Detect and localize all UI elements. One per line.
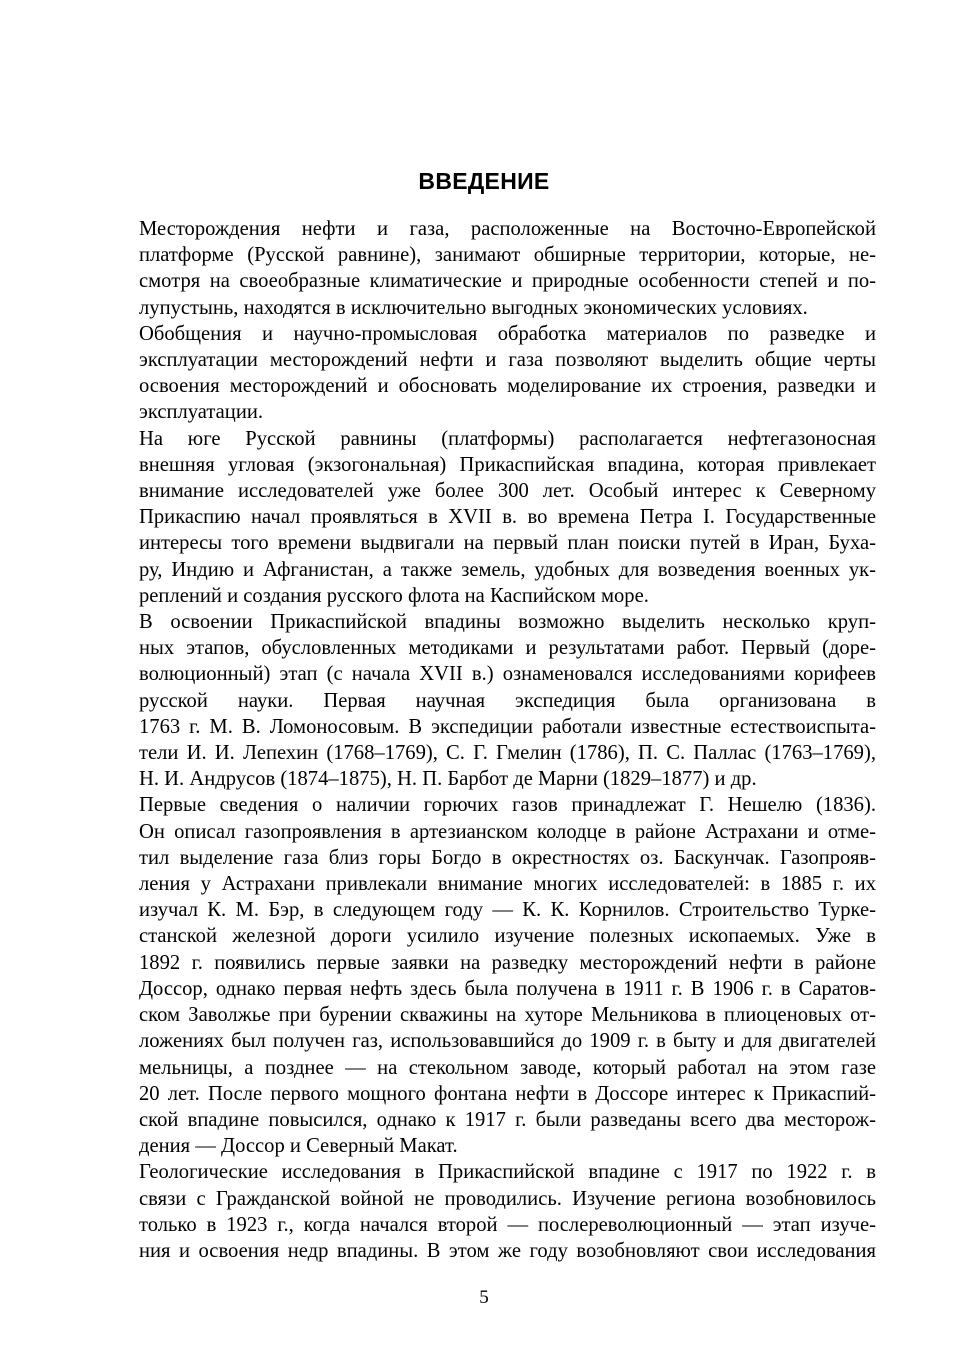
text-line: ных этапов, обусловленных методиками и результатами работ. Первый (доре- (139, 637, 876, 660)
text-line: На юге Русской равнины (платформы) располагается нефтегазоносная (139, 427, 876, 450)
paragraph (92, 1159, 876, 1264)
paragraph (92, 426, 876, 609)
text-line: станской железной дороги усилило изучение полезных ископаемых. Уже в (139, 925, 876, 948)
text-line: тели И. И. Лепехин (1768–1769), С. Г. Гмелин (1786), П. С. Паллас (1763–1769), (139, 742, 876, 765)
text-line: Обобщения и научно-промысловая обработка материалов по разведке и (139, 322, 876, 345)
text-line: внешняя угловая (экзогональная) Прикаспийская впадина, которая привлекает (139, 453, 876, 476)
text-line: освоения месторождений и обосновать моделирование их строения, разведки и (139, 375, 876, 398)
text-line: Месторождения нефти и газа, расположенные на Восточно-Европейской (139, 218, 876, 240)
text-line: Прикаспию начал проявляться в XVII в. во времена Петра I. Государственные (139, 506, 876, 529)
text-line: русской науки. Первая научная экспедиция была организована в (139, 689, 876, 712)
text-line: лупустынь, находятся в исключительно выгодных экономических условиях. (139, 296, 808, 319)
text-line: платформе (Русской равнине), занимают обширные территории, которые, не- (139, 244, 876, 267)
text-line: тил выделение газа близ горы Богдо в окрестностях оз. Баскунчак. Газопрояв- (139, 846, 876, 869)
text-line: смотря на своеобразные климатические и природные особенности степей и по- (139, 270, 876, 293)
text-line: интересы того времени выдвигали на первый план поиски путей в Иран, Буха- (139, 532, 876, 555)
text-line: ления у Астрахани привлекали внимание многих исследователей: в 1885 г. их (139, 873, 876, 896)
paragraph (92, 609, 876, 792)
text-line: изучал К. М. Бэр, в следующем году — К. К. Корнилов. Строительство Турке- (139, 899, 876, 922)
text-line: ру, Индию и Афганистан, а также земель, удобных для возведения военных ук- (139, 558, 876, 581)
paragraph (92, 321, 876, 426)
text-line: 1892 г. появились первые заявки на разведку месторождений нефти в районе (139, 951, 876, 974)
text-line: внимание исследователей уже более 300 лет. Особый интерес к Северному (139, 480, 876, 503)
text-line: связи с Гражданской войной не проводились. Изучение региона возобновилось (139, 1187, 876, 1210)
chapter-heading: ВВЕДЕНИЕ (418, 168, 550, 194)
text-line: 1763 г. М. В. Ломоносовым. В экспедиции работали известные естествоиспыта- (139, 715, 876, 738)
page-number: 5 (479, 1287, 489, 1308)
text-line: 20 лет. После первого мощного фонтана нефти в Доссоре интерес к Прикаспий- (139, 1082, 876, 1105)
text-line: эксплуатации месторождений нефти и газа позволяют выделить общие черты (139, 349, 876, 372)
text-line: Н. И. Андрусов (1874–1875), Н. П. Барбот де Марни (1829–1877) и др. (139, 768, 757, 791)
text-line: мельницы, а позднее — на стекольном заводе, который работал на этом газе (139, 1056, 876, 1079)
text-line: В освоении Прикаспийской впадины возможно выделить несколько круп- (139, 611, 876, 634)
text-line: ния и освоения недр впадины. В этом же году возобновляют свои исследования (139, 1239, 876, 1262)
text-line: реплений и создания русского флота на Каспийском море. (139, 584, 649, 607)
text-line: ложениях был получен газ, использовавшийся до 1909 г. в быту и для двигателей (139, 1030, 876, 1053)
text-line: Доссор, однако первая нефть здесь была получена в 1911 г. В 1906 г. в Саратов- (139, 977, 876, 1000)
text-line: ском Заволжье при бурении скважины на хуторе Мельникова в плиоценовых от- (139, 1004, 876, 1027)
text-line: дения — Доссор и Северный Макат. (139, 1135, 458, 1158)
paragraph (92, 792, 876, 1159)
text-line: Первые сведения о наличии горючих газов принадлежат Г. Нешелю (1836). (139, 794, 876, 817)
text-line: волюционный) этап (с начала XVII в.) ознаменовался исследованиями корифеев (139, 663, 876, 686)
text-line: эксплуатации. (139, 401, 264, 424)
text-line: Он описал газопроявления в артезианском колодце в районе Астрахани и отме- (139, 820, 876, 843)
text-line: Геологические исследования в Прикаспийской впадине с 1917 по 1922 г. в (139, 1161, 876, 1184)
text-line: ской впадине повысился, однако к 1917 г. были разведаны всего два месторож- (139, 1108, 876, 1131)
paragraph (92, 216, 876, 321)
body-text (92, 216, 876, 1264)
text-line: только в 1923 г., когда начался второй — послереволюционный — этап изуче- (139, 1213, 876, 1236)
